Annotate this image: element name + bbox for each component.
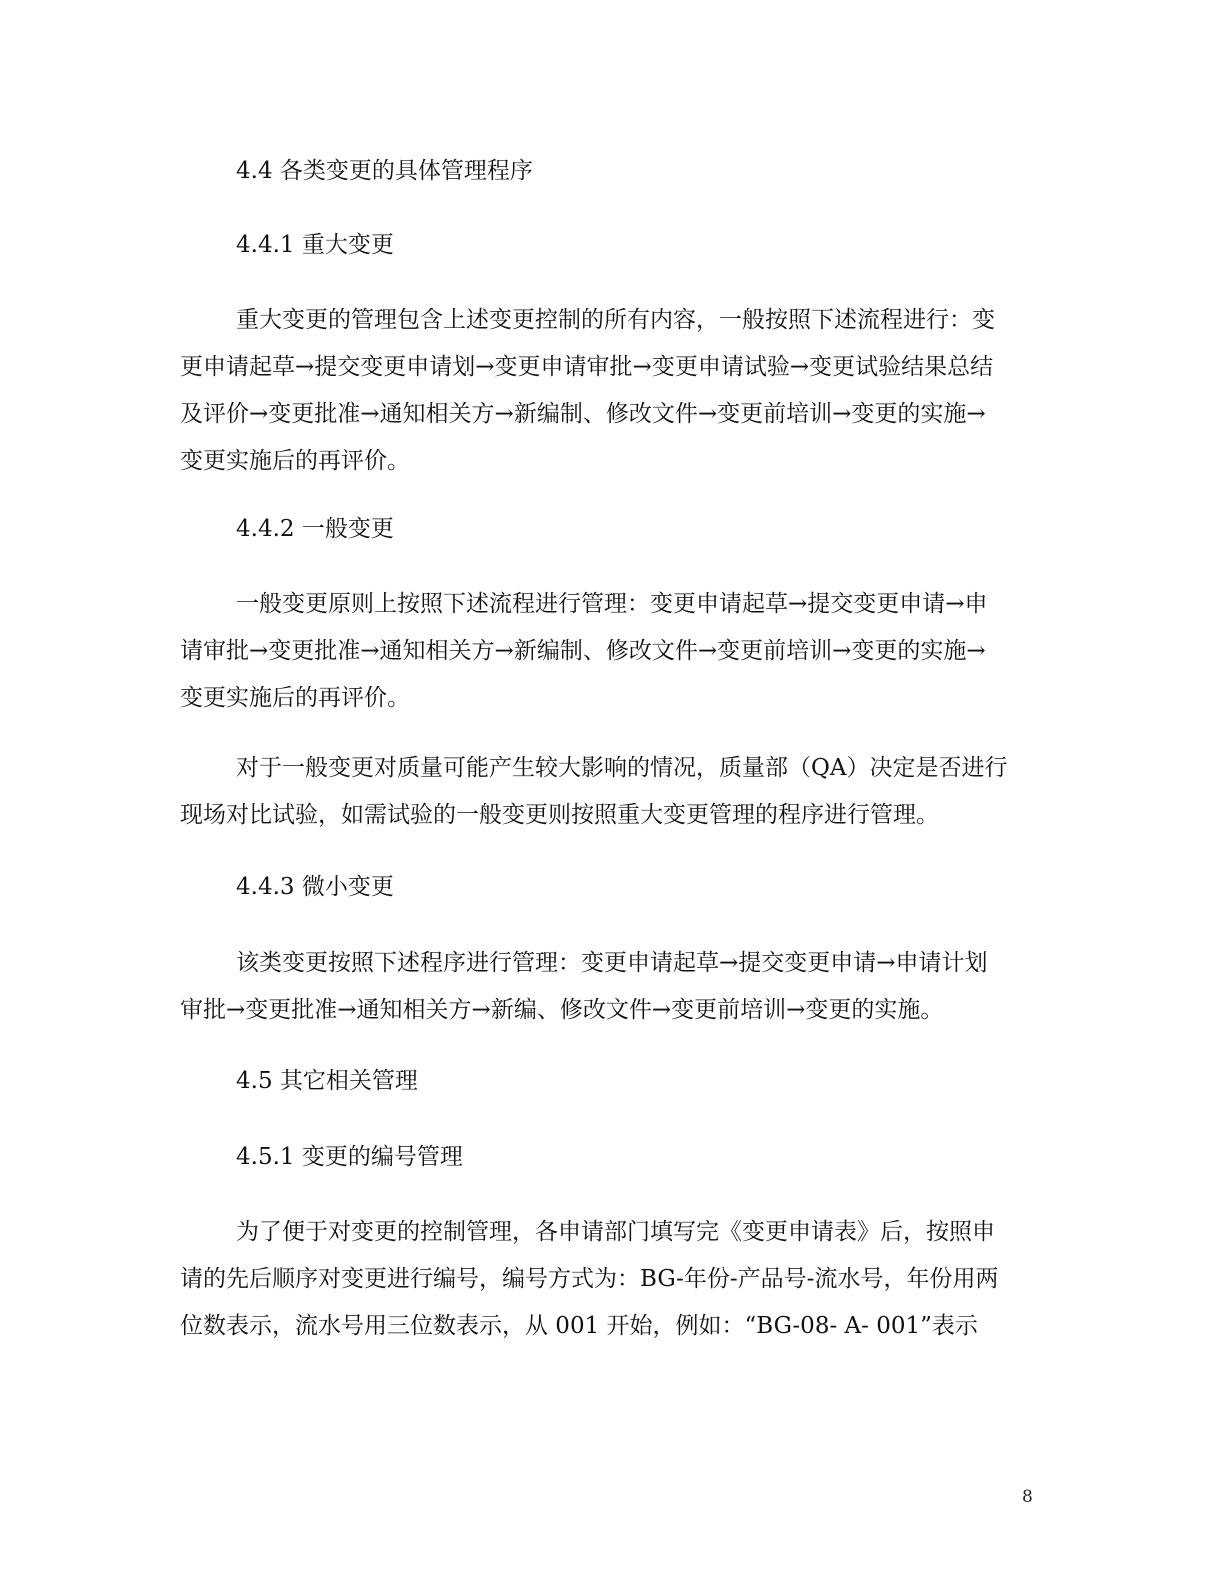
- heading-4-4-1: 4.4.1 重大变更: [236, 232, 394, 258]
- heading-4-4: 4.4 各类变更的具体管理程序: [236, 158, 533, 184]
- paragraph-line: 请的先后顺序对变更进行编号，编号方式为：BG-年份-产品号-流水号，年份用两: [180, 1266, 999, 1292]
- paragraph-line: 对于一般变更对质量可能产生较大影响的情况，质量部（QA）决定是否进行: [236, 755, 1008, 781]
- paragraph-line: 重大变更的管理包含上述变更控制的所有内容，一般按照下述流程进行：变: [236, 307, 995, 333]
- paragraph-line: 请审批→变更批准→通知相关方→新编制、修改文件→变更前培训→变更的实施→: [180, 638, 986, 664]
- paragraph-line: 位数表示，流水号用三位数表示，从 001 开始，例如：“BG-08- A- 001”表示: [180, 1313, 978, 1339]
- paragraph-line: 更申请起草→提交变更申请划→变更申请审批→变更申请试验→变更试验结果总结: [180, 354, 994, 380]
- paragraph-line: 该类变更按照下述程序进行管理：变更申请起草→提交变更申请→申请计划: [236, 950, 988, 976]
- paragraph-major-change: [180, 297, 1040, 485]
- heading-4-4-2: 4.4.2 一般变更: [236, 516, 394, 542]
- paragraph-line: 一般变更原则上按照下述流程进行管理：变更申请起草→提交变更申请→申: [236, 591, 988, 617]
- paragraph-minor-change: [180, 940, 1040, 1034]
- paragraph-line: 变更实施后的再评价。: [180, 448, 410, 474]
- paragraph-line: 现场对比试验，如需试验的一般变更则按照重大变更管理的程序进行管理。: [180, 802, 939, 828]
- heading-4-5-1: 4.5.1 变更的编号管理: [236, 1144, 463, 1170]
- paragraph-general-change: [180, 581, 1040, 722]
- paragraph-line: 变更实施后的再评价。: [180, 685, 410, 711]
- paragraph-line: 为了便于对变更的控制管理，各申请部门填写完《变更申请表》后，按照申: [236, 1219, 995, 1245]
- heading-4-4-3: 4.4.3 微小变更: [236, 874, 394, 900]
- paragraph-general-change-qa: [180, 745, 1040, 839]
- paragraph-numbering: [180, 1209, 1040, 1350]
- paragraph-line: 及评价→变更批准→通知相关方→新编制、修改文件→变更前培训→变更的实施→: [180, 401, 986, 427]
- page-number: 8: [1022, 1487, 1033, 1507]
- paragraph-line: 审批→变更批准→通知相关方→新编、修改文件→变更前培训→变更的实施。: [180, 997, 944, 1023]
- heading-4-5: 4.5 其它相关管理: [236, 1068, 418, 1094]
